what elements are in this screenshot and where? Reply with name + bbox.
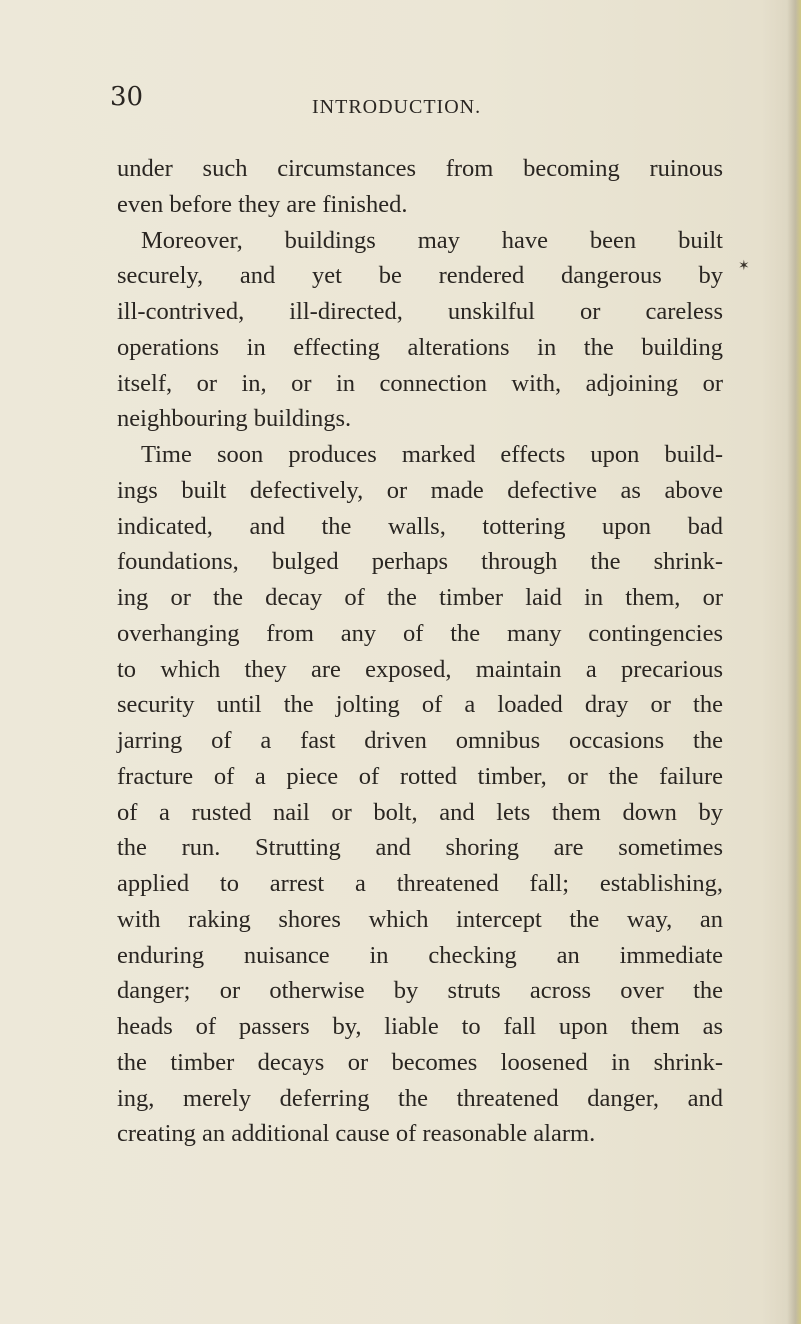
text-line: to which they are exposed, maintain a precarious (117, 655, 723, 683)
page-number: 30 (110, 82, 144, 112)
text-line: heads of passers by, liable to fall upon them as (117, 1013, 723, 1040)
text-line: overhanging from any of the many contingencies (117, 619, 723, 647)
text-line: under such circumstances from becoming ruinous (117, 155, 723, 182)
text-line: creating an additional cause of reasonable alarm. (117, 1120, 596, 1148)
text-line: jarring of a fast driven omnibus occasions the (117, 727, 723, 754)
text-line: itself, or in, or in connection with, adjoining or (117, 369, 723, 397)
text-line: fracture of a piece of rotted timber, or the failure (117, 762, 723, 790)
text-line: the run. Strutting and shoring are sometimes (117, 834, 723, 862)
text-line: foundations, bulged perhaps through the shrink- (117, 548, 723, 576)
text-line: the timber decays or becomes loosened in shrink- (117, 1048, 723, 1076)
running-head: INTRODUCTION. (312, 96, 482, 118)
text-line: ing or the decay of the timber laid in them, or (117, 584, 723, 611)
text-line: securely, and yet be rendered dangerous by (117, 262, 723, 290)
marginal-mark-icon: ✶ (738, 258, 750, 274)
text-line: indicated, and the walls, tottering upon bad (117, 512, 723, 540)
text-line: ings built defectively, or made defective as above (117, 476, 723, 504)
text-line: ing, merely deferring the threatened danger, and (117, 1084, 723, 1112)
text-line: operations in effecting alterations in the building (117, 333, 723, 361)
text-line: Time soon produces marked effects upon build- (141, 441, 723, 468)
text-line: danger; or otherwise by struts across over the (117, 977, 723, 1005)
text-line: Moreover, buildings may have been built (141, 226, 723, 254)
text-line: with raking shores which intercept the way, an (117, 905, 723, 933)
text-line: of a rusted nail or bolt, and lets them down by (117, 798, 723, 826)
text-line: enduring nuisance in checking an immediate (117, 941, 723, 969)
page-edge-shadow (787, 0, 801, 1324)
text-line: ill-contrived, ill-directed, unskilful or careless (117, 298, 723, 325)
body-text (117, 151, 723, 1152)
text-line: neighbouring buildings. (117, 405, 352, 433)
text-line: applied to arrest a threatened fall; establishing, (117, 870, 723, 897)
text-line: even before they are finished. (117, 190, 408, 218)
text-line: security until the jolting of a loaded dray or the (117, 691, 723, 719)
